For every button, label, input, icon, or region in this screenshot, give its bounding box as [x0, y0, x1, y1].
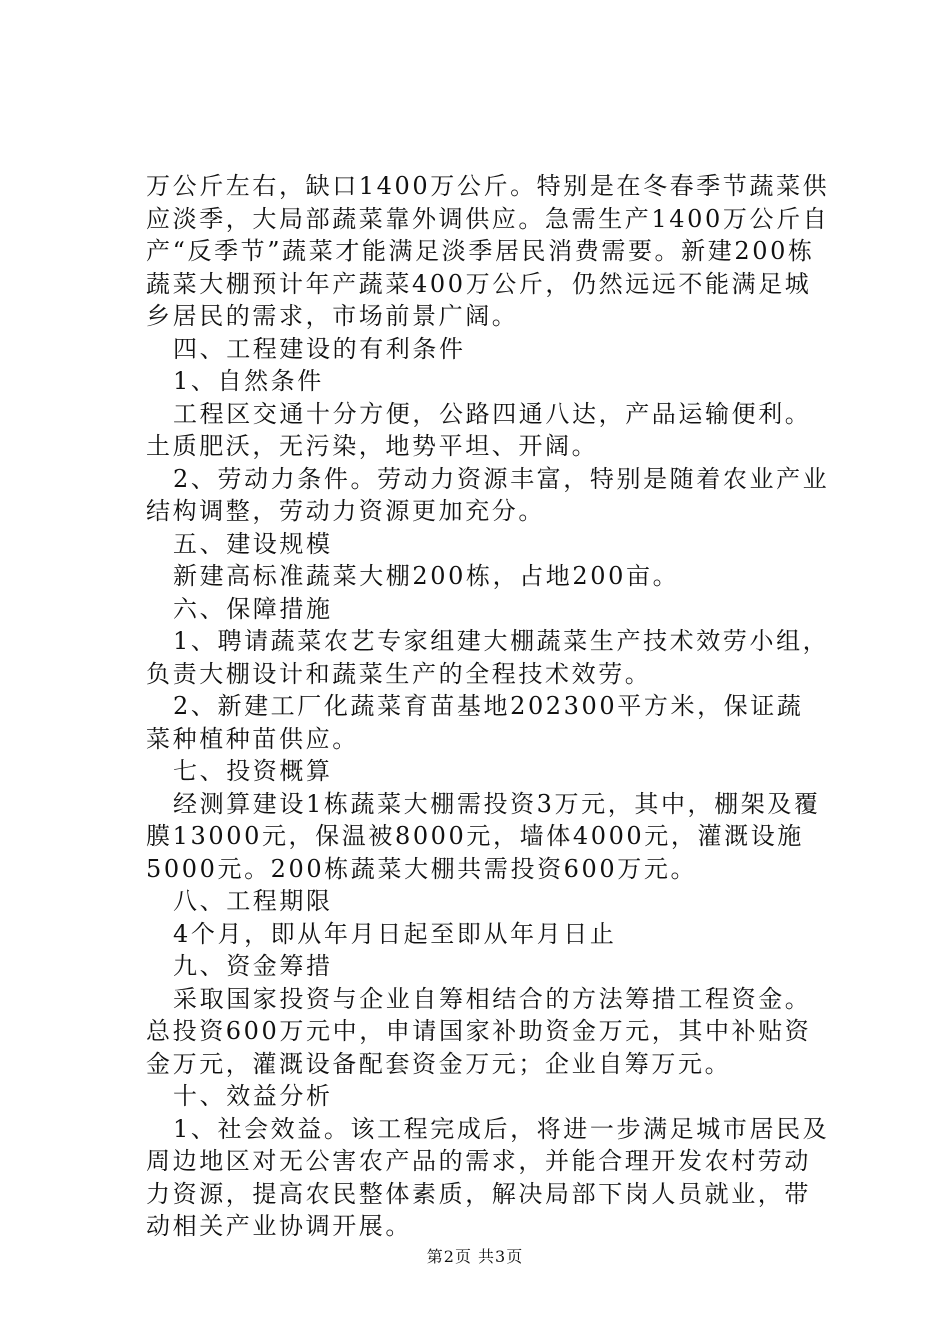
heading-construction-scale: 五、建设规模 — [173, 529, 333, 558]
paragraph-market-demand: 万公斤左右，缺口1400万公斤。特别是在冬春季节蔬菜供应淡季，大局部蔬菜靠外调供应。急需生产1400万公斤自产“反季节”蔬菜才能满足淡季居民消费需要。新建200栋蔬菜大棚预计年产蔬菜400万公斤，仍然远远不能满足城乡居民的需求，市场前景广阔。 — [146, 172, 830, 330]
paragraph-investment-estimate: 经测算建设1栋蔬菜大棚需投资3万元，其中，棚架及覆膜13000元，保温被8000元，墙体4000元，灌溉设施5000元。200栋蔬菜大棚共需投资600万元。 — [146, 789, 821, 883]
document-body — [146, 170, 830, 1243]
page-number-footer: 第2页 共3页 — [426, 1247, 524, 1266]
paragraph-project-duration: 4个月，即从年月日起至即从年月日止 — [173, 919, 617, 948]
paragraph-construction-scale: 新建高标准蔬菜大棚200栋，占地200亩。 — [173, 562, 680, 590]
heading-fund-raising: 九、资金筹措 — [173, 952, 333, 980]
paragraph-fund-raising: 采取国家投资与企业自筹相结合的方法筹措工程资金。总投资600万元中，申请国家补助资金万元，其中补贴资金万元，灌溉设备配套资金万元；企业自筹万元。 — [146, 984, 812, 1078]
paragraph-measure-nursery: 2、新建工厂化蔬菜育苗基地202300平方米，保证蔬菜种植种苗供应。 — [146, 692, 804, 753]
heading-favorable-conditions: 四、工程建设的有利条件 — [173, 334, 466, 363]
subheading-natural-conditions: 1、自然条件 — [173, 367, 324, 395]
paragraph-labor-conditions: 2、劳动力条件。劳动力资源丰富，特别是随着农业产业结构调整，劳动力资源更加充分。 — [146, 464, 830, 525]
paragraph-social-benefit: 1、社会效益。该工程完成后，将进一步满足城市居民及周边地区对无公害农产品的需求，并能合理开发农村劳动力资源，提高农民整体素质，解决局部下岗人员就业，带动相关产业协调开展。 — [146, 1114, 830, 1240]
paragraph-natural-conditions: 工程区交通十分方便，公路四通八达，产品运输便利。土质肥沃，无污染，地势平坦、开阔。 — [146, 399, 812, 460]
heading-project-duration: 八、工程期限 — [173, 887, 333, 915]
heading-benefit-analysis: 十、效益分析 — [173, 1082, 333, 1110]
heading-safeguard-measures: 六、保障措施 — [173, 594, 333, 623]
heading-investment-estimate: 七、投资概算 — [173, 757, 333, 785]
paragraph-measure-experts: 1、聘请蔬菜农艺专家组建大棚蔬菜生产技术效劳小组，负责大棚设计和蔬菜生产的全程技术效劳。 — [146, 627, 830, 688]
